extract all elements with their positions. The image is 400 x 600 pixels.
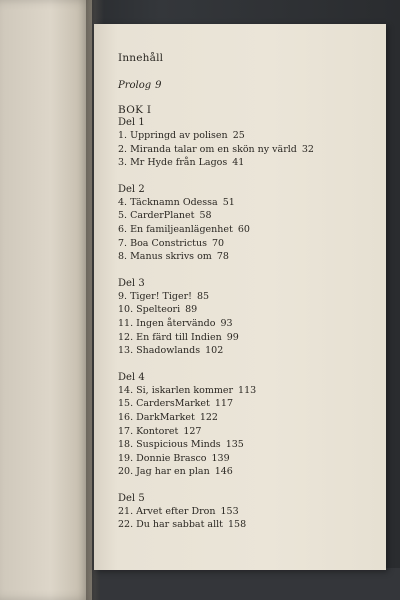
chapter-title: 22. Du har sabbat allt: [118, 519, 223, 531]
chapter-title: 12. En färd till Indien: [118, 331, 222, 343]
chapter-page-number: 113: [238, 384, 257, 396]
chapter-title: 1. Uppringd av polisen: [118, 130, 228, 141]
chapter-page-number: 127: [183, 425, 202, 437]
chapter-page-number: 85: [196, 290, 210, 302]
chapter-entry: [118, 452, 378, 466]
chapter-title: 19. Donnie Brasco: [118, 452, 207, 464]
chapter-title: 3. Mr Hyde från Lagos: [118, 157, 228, 169]
chapter-entry: [118, 344, 378, 358]
chapter-page-number: 146: [214, 466, 233, 478]
part-label: Del 2: [118, 183, 145, 195]
chapter-title: 5. CarderPlanet: [118, 210, 195, 222]
chapter-entry: [118, 290, 378, 304]
chapter-title: 6. En familjeanlägenhet: [118, 223, 233, 235]
prolog-page: 9: [155, 80, 162, 91]
chapter-page-number: 41: [232, 157, 245, 169]
chapter-entry: [118, 317, 378, 331]
chapter-page-number: 158: [228, 519, 247, 531]
chapter-entry: [118, 384, 378, 398]
chapter-page-number: 51: [222, 196, 235, 208]
chapter-title: 13. Shadowlands: [118, 345, 201, 357]
chapter-entry: [118, 331, 378, 345]
chapter-page-number: 139: [211, 452, 230, 464]
chapter-page-number: 58: [199, 210, 212, 222]
chapter-page-number: 78: [216, 251, 229, 263]
chapter-entry: [118, 425, 378, 439]
chapter-title: 20. Jag har en plan: [118, 466, 210, 478]
chapter-entry: [118, 196, 378, 210]
chapter-page-number: 93: [220, 317, 233, 329]
toc-part: [118, 117, 378, 170]
chapter-entry: [118, 209, 378, 223]
book-heading: BOK I: [118, 104, 152, 116]
chapter-title: 7. Boa Constrictus: [118, 237, 207, 249]
part-label: Del 3: [118, 277, 145, 289]
toc-part: [118, 493, 378, 532]
right-page: [94, 24, 386, 570]
chapter-entry: [118, 156, 378, 170]
chapter-title: 2. Miranda talar om en skön ny värld: [118, 143, 297, 155]
chapter-entry: [118, 465, 378, 479]
chapter-page-number: 32: [301, 143, 314, 155]
chapter-entry: [118, 505, 378, 519]
chapter-entry: [118, 250, 378, 264]
chapter-entry: [118, 303, 378, 317]
chapter-title: 9. Tiger! Tiger!: [118, 290, 192, 302]
chapter-page-number: 70: [211, 237, 225, 249]
chapter-title: 14. Si, iskarlen kommer: [118, 384, 234, 396]
chapter-page-number: 135: [225, 439, 244, 451]
chapter-page-number: 122: [199, 411, 218, 423]
part-label: Del 5: [118, 492, 145, 504]
chapter-title: 8. Manus skrivs om: [118, 251, 212, 263]
chapter-page-number: 99: [226, 331, 239, 343]
chapter-title: 10. Spelteori: [118, 304, 181, 316]
part-label: Del 1: [118, 117, 145, 128]
chapter-page-number: 102: [205, 345, 224, 357]
toc-part: [118, 372, 378, 479]
chapter-entry: [118, 411, 378, 425]
chapter-entry: [118, 397, 378, 411]
prolog-title: Prolog: [118, 80, 152, 91]
chapter-title: 16. DarkMarket: [118, 411, 195, 423]
left-page: [0, 0, 92, 600]
chapter-page-number: 153: [220, 505, 239, 517]
chapter-title: 15. CardersMarket: [118, 398, 210, 410]
toc-parts: [118, 117, 378, 532]
chapter-title: 4. Täcknamn Odessa: [118, 196, 218, 208]
chapter-title: 18. Suspicious Minds: [118, 439, 221, 451]
table-of-contents: [118, 52, 378, 546]
prolog-entry: [118, 80, 378, 91]
chapter-entry: [118, 237, 378, 251]
toc-heading: Innehåll: [118, 52, 164, 64]
chapter-title: 11. Ingen återvändo: [118, 317, 216, 329]
chapter-entry: [118, 438, 378, 452]
toc-part: [118, 278, 378, 358]
chapter-entry: [118, 129, 378, 143]
chapter-title: 21. Arvet efter Dron: [118, 505, 216, 517]
chapter-page-number: 60: [237, 223, 250, 235]
part-label: Del 4: [118, 371, 145, 383]
toc-part: [118, 184, 378, 264]
chapter-page-number: 89: [185, 304, 198, 316]
chapter-entry: [118, 143, 378, 157]
chapter-page-number: 25: [232, 130, 245, 141]
background-surface: [100, 568, 400, 600]
chapter-entry: [118, 518, 378, 532]
chapter-entry: [118, 223, 378, 237]
chapter-page-number: 117: [214, 398, 233, 410]
chapter-title: 17. Kontoret: [118, 425, 179, 437]
